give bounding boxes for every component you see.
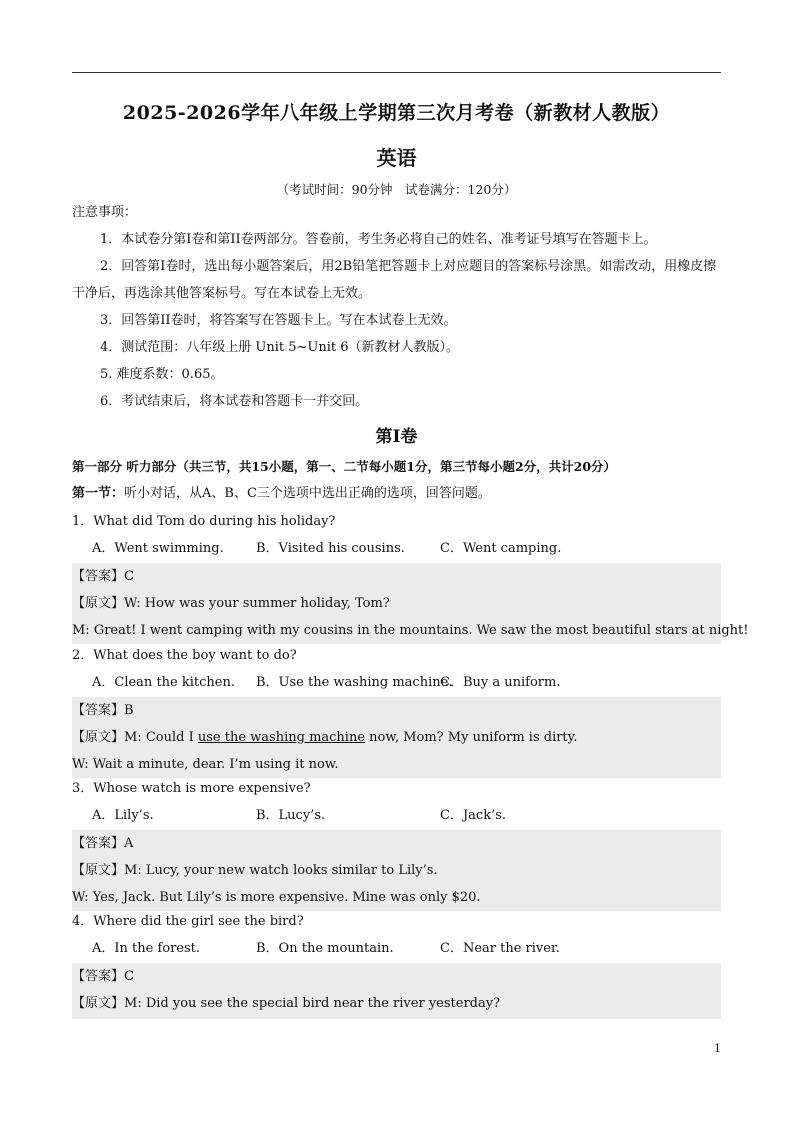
answer-line [72,830,721,857]
underlined-phrase: use the washing machine [197,730,366,745]
question-options [72,802,721,829]
script-line [72,724,721,751]
script-line: W: Yes, Jack. But Lily’s is more expensive. Mine was only $20. [72,890,481,905]
script-line [72,857,721,884]
subsection-instruction [72,480,721,507]
option-c: C．Near the river. [440,941,560,956]
script-text: M: Lucy, your new watch looks similar to Lily’s. [124,863,438,878]
answer-line [72,963,721,990]
notice-item: 6．考试结束后，将本试卷和答题卡一并交回。 [100,394,369,409]
script-label: 【原文】 [72,596,125,611]
section-title: 第I卷 [375,427,418,447]
option-b: B．On the mountain. [256,941,394,956]
notice-list [72,226,721,415]
answer-label: 【答案】 [72,703,125,718]
answer-label: 【答案】 [72,569,125,584]
script-line [72,590,721,617]
subsection-text: 听小对话，从A、B、C三个选项中选出正确的选项，回答问题。 [124,486,491,501]
answer-block [72,830,721,911]
question-options [72,669,721,696]
script-line: M: Great! I went camping with my cousins in the mountains. We saw the most beautiful stars at night! [72,623,749,638]
answer-label: 【答案】 [72,836,125,851]
question-options [72,535,721,562]
notice-item: 1．本试卷分第I卷和第II卷两部分。答卷前，考生务必将自己的姓名、准考证号填写在答题卡上。 [100,232,657,247]
question-stem: 4．Where did the girl see the bird? [72,914,304,929]
option-b: B．Lucy’s. [256,808,326,823]
answer-value: A [124,836,134,851]
option-b: B．Use the washing machine. [256,675,453,690]
answer-line [72,697,721,724]
answer-block [72,697,721,778]
option-b: B．Visited his cousins. [256,541,405,556]
script-label: 【原文】 [72,996,125,1011]
question-stem: 2．What does the boy want to do? [72,648,297,663]
option-a: A．Clean the kitchen. [92,675,235,690]
question-stem: 3．Whose watch is more expensive? [72,781,311,796]
subsection-label: 第一节： [72,486,125,501]
answer-value: C [124,969,134,984]
page-number: 1 [714,1042,721,1055]
script-label: 【原文】 [72,730,125,745]
script-text: M: Did you see the special bird near the river yesterday? [124,996,501,1011]
script-line: W: Wait a minute, dear. I’m using it now. [72,757,339,772]
notice-item: 3．回答第II卷时，将答案写在答题卡上。写在本试卷上无效。 [100,313,457,328]
option-c: C．Jack’s. [440,808,507,823]
question-options [72,935,721,962]
notice-item: 5. 难度系数：0.65。 [100,367,224,382]
answer-line [72,563,721,590]
option-a: A．Lily’s. [92,808,154,823]
subject-title: 英语 [376,146,417,170]
part-heading: 第一部分 听力部分（共三节，共15小题，第一、二节每小题1分，第三节每小题2分，共计20分） [72,459,617,474]
answer-value: B [124,703,134,718]
option-c: C．Went camping. [440,541,562,556]
answer-block [72,963,721,1019]
exam-info: （考试时间：90分钟 试卷满分：120分） [276,182,517,197]
option-c: C．Buy a uniform. [440,675,561,690]
notice-heading: 注意事项： [72,205,138,220]
question-stem: 1．What did Tom do during his holiday? [72,514,336,529]
script-label: 【原文】 [72,863,125,878]
answer-block [72,563,749,644]
page-title: 2025-2026学年八年级上学期第三次月考卷（新教材人教版） [122,102,671,124]
script-text: now, Mom? My uniform is dirty. [365,730,578,745]
header-rule [72,72,721,73]
answer-label: 【答案】 [72,969,125,984]
option-a: A．In the forest. [92,941,201,956]
answer-value: C [124,569,134,584]
script-text: W: How was your summer holiday, Tom? [124,596,390,611]
script-line [72,990,721,1017]
notice-item: 2．回答第I卷时，选出每小题答案后，用2B铅笔把答题卡上对应题目的答案标号涂黑。如需改动，用橡皮擦干净后，再选涂其他答案标号。写在本试卷上无效。 [72,259,717,301]
option-a: A．Went swimming. [92,541,224,556]
script-text: M: Could I [124,730,198,745]
notice-item: 4．测试范围：八年级上册 Unit 5~Unit 6（新教材人教版）。 [100,340,460,355]
